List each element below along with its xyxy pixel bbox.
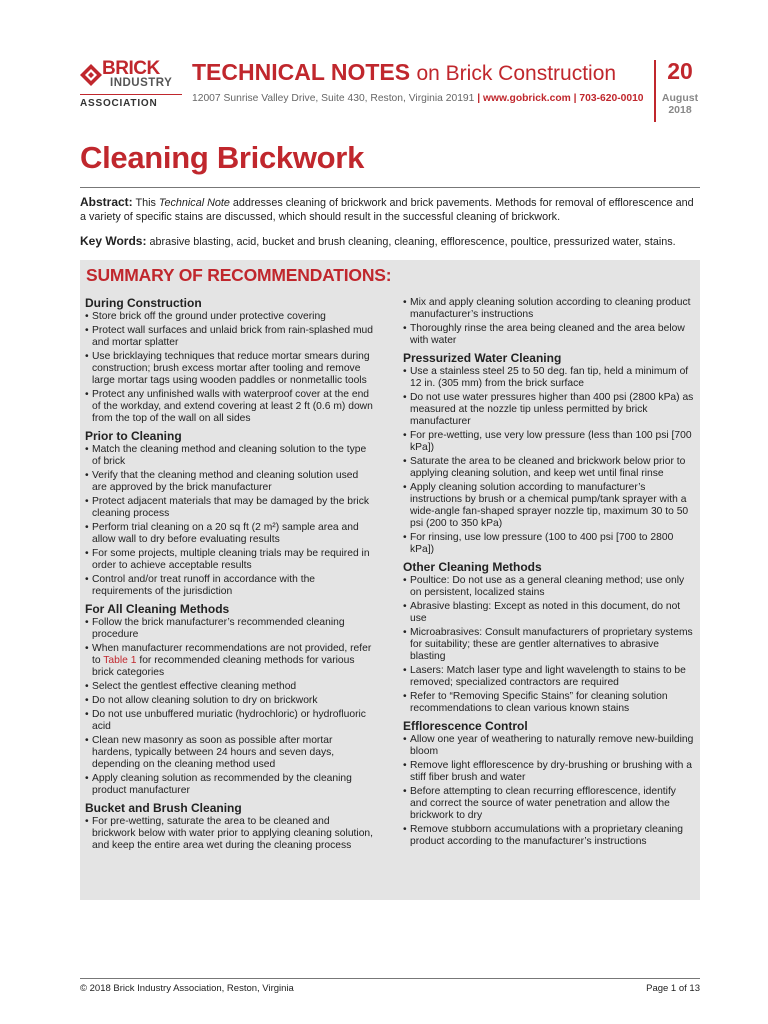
list-item: • Thoroughly rinse the area being cleaned and the area below with water [403,323,695,347]
list-item: • For some projects, multiple cleaning trials may be required in order to achieve acceptable results [85,548,373,572]
list-item: • Protect adjacent materials that may be damaged by the brick cleaning process [85,496,373,520]
list-item: • Store brick off the ground under protective covering [85,311,373,323]
summary-box [80,260,700,900]
abstract [80,195,700,224]
list-item [85,643,373,679]
list-item: • Select the gentlest effective cleaning method [85,681,373,693]
page-title: Cleaning Brickwork [80,140,365,175]
issue-month: August [661,92,699,104]
list-item: • Use a stainless steel 25 to 50 deg. fan tip, held a minimum of 12 in. (305 mm) from the brick surface [403,366,695,390]
bullet-list [403,575,695,715]
list-item: • Protect wall surfaces and unlaid brick from rain-splashed mud and mortar splatter [85,325,373,349]
document-header [80,56,700,122]
website-link[interactable]: www.gobrick.com [483,93,571,104]
list-item: • Apply cleaning solution according to manufacturer’s instructions by brush or a chemical pump/tank sprayer with a wide-angle fan-shaped sprayer nozzle tip, maximum 30 to 50 psi (200 to 350 kPa) [403,482,695,530]
section-heading: Bucket and Brush Cleaning [85,801,242,815]
section-heading: During Construction [85,296,202,310]
list-item: • Before attempting to clean recurring efflorescence, identify and correct the source of water penetration and allow the brickwork to dry [403,786,695,822]
issue-number: 20 [667,58,693,84]
section-heading: Pressurized Water Cleaning [403,351,562,365]
bullet-list [85,617,373,797]
phone-number: 703-620-0010 [579,93,644,104]
bullet-list [85,816,373,852]
list-item: • Microabrasives: Consult manufacturers of proprietary systems for suitability; these are gentler alternatives to abrasive blasting [403,627,695,663]
list-item: • Remove stubborn accumulations with a proprietary cleaning product according to the manufacturer’s instructions [403,824,695,848]
footer-divider [80,978,700,979]
abstract-label: Abstract: [80,195,133,209]
bia-logo [80,58,184,110]
abstract-text-1: This [132,197,159,209]
abstract-text-2: addresses cleaning of brickwork and brick pavements. Methods for removal of efflorescence and a variety of specific stains are discussed, which should result in the successful cleaning of brickwork. [80,197,694,223]
issue-date [658,92,702,116]
list-item: • Poultice: Do not use as a general cleaning method; use only on persistent, localized stains [403,575,695,599]
series-title-bold: TECHNICAL NOTES [192,59,411,85]
bullet-list [403,366,695,556]
list-item: • Perform trial cleaning on a 20 sq ft (2 m²) sample area and allow wall to dry before evaluating results [85,522,373,546]
logo-rule [80,94,182,95]
page-number: Page 1 of 13 [646,983,700,994]
bullet-list [85,444,373,598]
table-1-link[interactable]: Table 1 [103,655,137,666]
summary-right-column [403,297,695,852]
list-item: • Mix and apply cleaning solution according to cleaning product manufacturer’s instructions [403,297,695,321]
list-item: • Allow one year of weathering to naturally remove new-building bloom [403,734,695,758]
list-item: • Follow the brick manufacturer’s recommended cleaning procedure [85,617,373,641]
list-item: • Match the cleaning method and cleaning solution to the type of brick [85,444,373,468]
list-item-text: for recommended cleaning methods for various brick categories [92,655,355,678]
list-item: • Apply cleaning solution as recommended by the cleaning product manufacturer [85,773,373,797]
list-item: • Abrasive blasting: Except as noted in this document, do not use [403,601,695,625]
brick-logo-icon [80,64,102,86]
logo-association-text: ASSOCIATION [80,98,158,109]
key-words [80,234,700,249]
list-item: • For pre-wetting, use very low pressure (less than 100 psi [700 kPa]) [403,430,695,454]
list-item: • Verify that the cleaning method and cleaning solution used are approved by the brick manufacturer [85,470,373,494]
bullet-list [403,734,695,848]
list-item: • Control and/or treat runoff in accordance with the requirements of the jurisdiction [85,574,373,598]
title-divider [80,187,700,188]
list-item: • Saturate the area to be cleaned and brickwork below prior to applying cleaning solution, and keep wet until final rinse [403,456,695,480]
section-heading: Other Cleaning Methods [403,560,542,574]
section-heading: Prior to Cleaning [85,429,182,443]
list-item: • Use bricklaying techniques that reduce mortar smears during construction; brush excess mortar after tooling and remove large mortar tags using wooden paddles or nonmetallic tools [85,351,373,387]
list-item: • Clean new masonry as soon as possible after mortar hardens, typically between 24 hours and seven days, depending on the cleaning method used [85,735,373,771]
keywords-label: Key Words: [80,234,147,248]
series-title [192,59,616,86]
summary-title: SUMMARY OF RECOMMENDATIONS: [86,265,392,285]
logo-brick-text: BRICK [102,58,160,79]
section-heading: For All Cleaning Methods [85,602,230,616]
summary-left-column [85,296,373,856]
list-item: • Protect any unfinished walls with waterproof cover at the end of the workday, and extend covering at least 2 ft (0.6 m) down from the top of the wall on all sides [85,389,373,425]
bullet-list [85,311,373,425]
keywords-text: abrasive blasting, acid, bucket and brush cleaning, cleaning, efflorescence, poultice, pressurized water, stains. [146,236,676,248]
list-item: • Lasers: Match laser type and light wavelength to stains to be removed; specialized contractors are required [403,665,695,689]
list-item: • Do not allow cleaning solution to dry on brickwork [85,695,373,707]
address-text: 12007 Sunrise Valley Drive, Suite 430, Reston, Virginia 20191 [192,93,475,104]
footer-copyright: © 2018 Brick Industry Association, Reston, Virginia [80,983,294,994]
issue-year: 2018 [668,104,692,116]
separator: | [573,93,577,104]
list-item: • Do not use unbuffered muriatic (hydrochloric) or hydrofluoric acid [85,709,373,733]
section-heading: Efflorescence Control [403,719,528,733]
list-item-text: When manufacturer recommendations are not provided, refer to [92,643,372,666]
abstract-emphasis: Technical Note [158,197,230,209]
separator: | [477,93,481,104]
list-item: • For rinsing, use low pressure (100 to 400 psi [700 to 2800 kPa]) [403,532,695,556]
list-item: • Refer to “Removing Specific Stains” for cleaning solution recommendations to clean various known stains [403,691,695,715]
contact-line [192,93,644,104]
logo-industry-text: INDUSTRY [110,77,173,89]
series-title-light: on Brick Construction [416,62,617,85]
issue-divider [654,60,656,122]
list-item: • Remove light efflorescence by dry-brushing or brushing with a stiff fiber brush and water [403,760,695,784]
list-item: • For pre-wetting, saturate the area to be cleaned and brickwork below with water prior to applying cleaning solution, and keep the entire area wet during the cleaning process [85,816,373,852]
bullet-list [403,297,695,347]
list-item: • Do not use water pressures higher than 400 psi (2800 kPa) as measured at the nozzle tip unless permitted by brick manufacturer [403,392,695,428]
